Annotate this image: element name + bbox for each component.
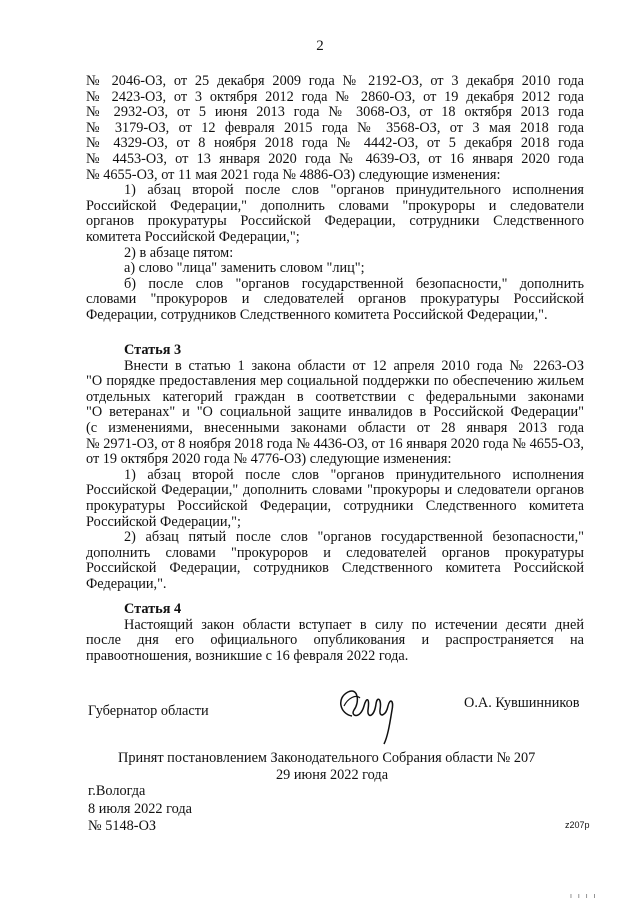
text-line: словами "прокуроров и следователей органов прокуратуры Российской: [86, 291, 584, 308]
text-line: после дня его официального опубликования и распространяется на: [86, 632, 584, 649]
article-4-text: [86, 618, 584, 665]
adoption-line-1: Принят постановлением Законодательного Собрания области № 207: [118, 750, 536, 766]
text-line: Российской Федерации,";: [86, 513, 241, 530]
text-line: 2) абзац пятый после слов "органов государственной безопасности,": [124, 529, 584, 546]
text-line: отдельных категорий граждан в соответствии с федеральными законами: [86, 388, 584, 405]
article-3-block: [86, 343, 584, 593]
text-line: прокуратуры Российской Федерации, сотрудники Следственного комитета: [86, 497, 584, 514]
text-line: Внести в статью 1 закона области от 12 апреля 2010 года № 2263-ОЗ: [124, 357, 584, 374]
text-line: № 4453-ОЗ, от 13 января 2020 года № 4639-ОЗ, от 16 января 2020 года: [86, 150, 584, 167]
text-line: Российской Федерации, сотрудников Следственного комитета Российской: [86, 560, 584, 577]
text-line: № 2971-ОЗ, от 8 ноября 2018 года № 4436-ОЗ, от 16 января 2020 года № 4655-ОЗ,: [86, 435, 584, 452]
adoption-note: [118, 750, 535, 784]
text-line: от 19 октября 2020 года № 4776-ОЗ) следующие изменения:: [86, 451, 452, 468]
article-4-block: [86, 602, 584, 664]
text-line: "О порядке предоставления мер социальной поддержки по обеспечению жильем: [86, 373, 584, 390]
text-line: Настоящий закон области вступает в силу по истечении десяти дней: [124, 616, 584, 633]
text-line: органов прокуратуры Российской Федерации, сотрудники Следственного: [86, 213, 584, 230]
text-line: Российской Федерации," дополнить словами "прокуроры и следователи: [86, 197, 584, 214]
footer-city: г.Вологда: [88, 783, 146, 799]
governor-title: Губернатор области: [88, 703, 209, 719]
text-line: № 2932-ОЗ, от 5 июня 2013 года № 3068-ОЗ, от 18 октября 2013 года: [86, 104, 584, 121]
text-line: (с изменениями, внесенными законами области от 28 января 2013 года: [86, 419, 584, 436]
text-line: Федерации, сотрудников Следственного комитета Российской Федерации,".: [86, 306, 548, 323]
text-line: Федерации,".: [86, 575, 167, 592]
article-3-text: [86, 359, 584, 593]
text-line: 1) абзац второй после слов "органов принудительного исполнения: [124, 182, 584, 199]
text-line: дополнить словами "прокуроров и следователей органов прокуратуры: [86, 544, 584, 561]
text-line: № 2423-ОЗ, от 3 октября 2012 года № 2860-ОЗ, от 19 декабря 2012 года: [86, 88, 584, 105]
adoption-date: 29 июня 2022 года: [276, 767, 389, 783]
text-line: б) после слов "органов государственной безопасности," дополнить: [124, 275, 584, 292]
page-number: 2: [316, 38, 324, 54]
top-text-block: [86, 74, 584, 324]
signature-image: [330, 676, 410, 746]
governor-name: О.А. Кувшинников: [464, 695, 580, 711]
article-3-heading: Статья 3: [124, 342, 182, 358]
document-footer: [88, 783, 192, 836]
text-line: правоотношения, возникшие с 16 февраля 2022 года.: [86, 647, 409, 664]
text-line: "О ветеранах" и "О социальной защите инвалидов в Российской Федерации": [86, 404, 584, 421]
text-line: № 4655-ОЗ, от 11 мая 2021 года № 4886-ОЗ) следующие изменения:: [86, 166, 501, 183]
text-line: 1) абзац второй после слов "органов принудительного исполнения: [124, 466, 584, 483]
text-line: № 3179-ОЗ, от 12 февраля 2015 года № 3568-ОЗ, от 3 мая 2018 года: [86, 119, 584, 136]
text-line: № 4329-ОЗ, от 8 ноября 2018 года № 4442-ОЗ, от 5 декабря 2018 года: [86, 135, 584, 152]
text-line: Российской Федерации," дополнить словами "прокуроры и следователи органов: [86, 482, 584, 499]
article-4-heading: Статья 4: [124, 601, 182, 617]
document-code: z207p: [565, 820, 590, 830]
text-line: № 2046-ОЗ, от 25 декабря 2009 года № 2192-ОЗ, от 3 декабря 2010 года: [86, 73, 584, 89]
footer-number: № 5148-ОЗ: [88, 818, 157, 834]
text-line: 2) в абзаце пятом:: [124, 244, 234, 261]
footer-date: 8 июля 2022 года: [88, 800, 193, 817]
bottom-marks: ı ı ı ı: [570, 893, 598, 900]
text-line: а) слово "лица" заменить словом "лиц";: [124, 260, 365, 277]
text-line: комитета Российской Федерации,";: [86, 228, 300, 245]
